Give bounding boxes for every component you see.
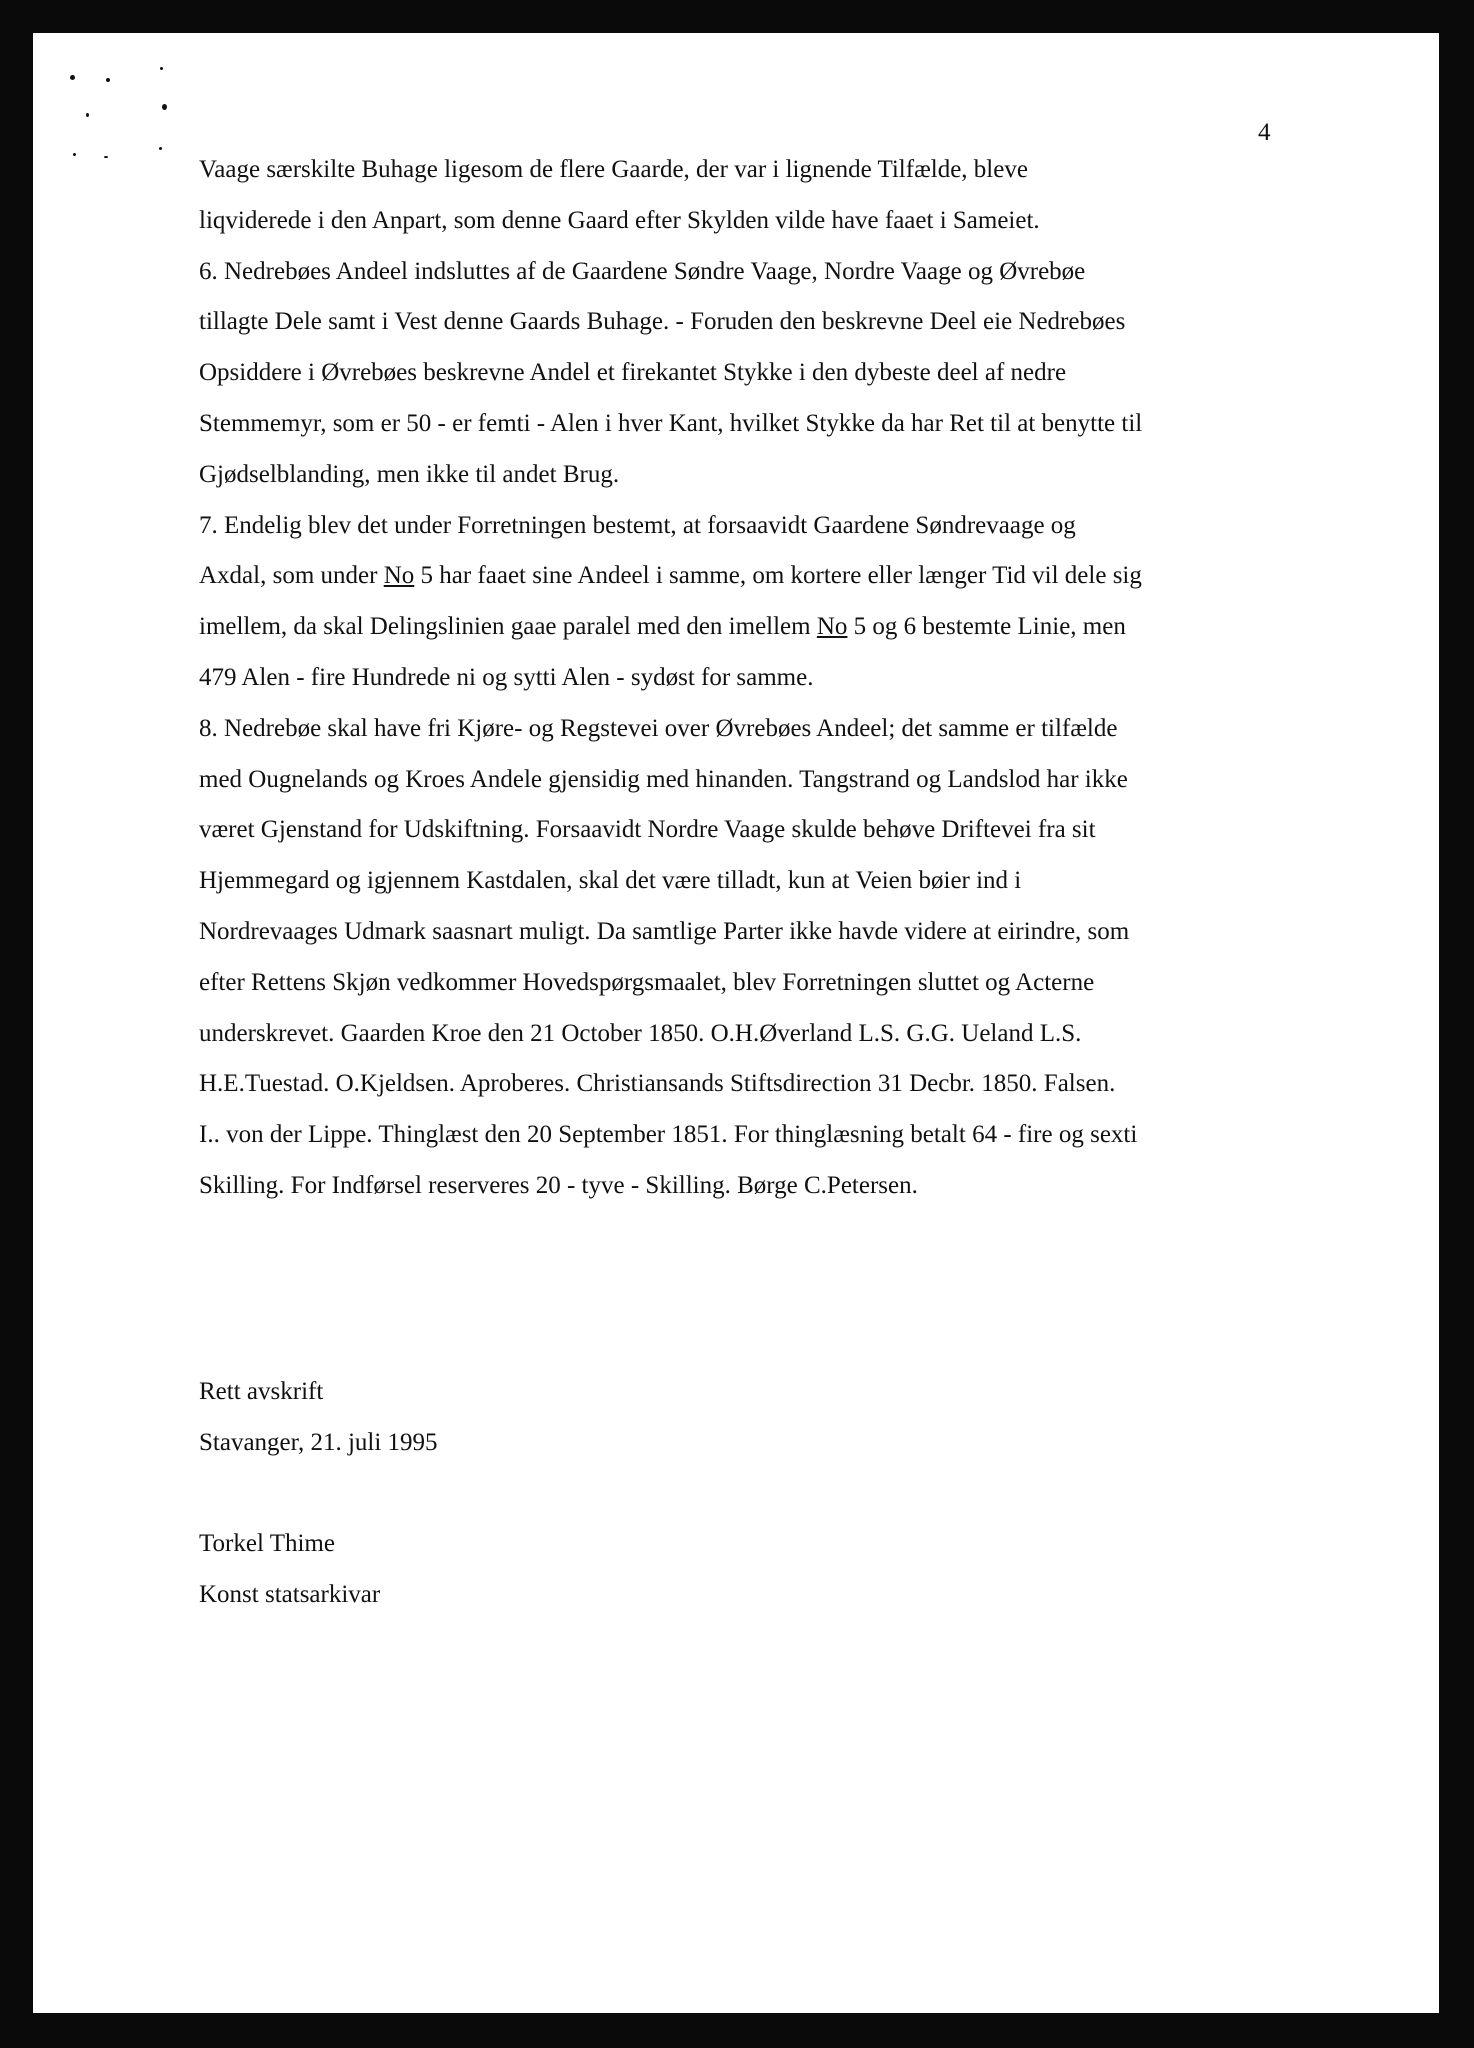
text-line: 6. Nedrebøes Andeel indsluttes af de Gaardene Søndre Vaage, Nordre Vaage og Øvrebøe <box>199 257 1086 285</box>
certification-text: Rett avskrift <box>199 1378 324 1405</box>
scan-speck <box>159 147 162 150</box>
text-segment: 5 har faaet sine Andeel i samme, om kortere eller længer Tid vil dele sig <box>414 562 1142 590</box>
document-body <box>199 145 1319 1212</box>
text-line: tillagte Dele samt i Vest denne Gaards Buhage. - Foruden den beskrevne Deel eie Nedrebøes <box>199 308 1126 336</box>
text-line <box>199 602 1319 653</box>
text-segment: Axdal, som under <box>199 562 384 590</box>
text-line: underskrevet. Gaarden Kroe den 21 October 1850. O.H.Øverland L.S. G.G. Ueland L.S. <box>199 1019 1082 1047</box>
text-line: Vaage særskilte Buhage ligesom de flere Gaarde, der var i lignende Tilfælde, bleve <box>199 156 1028 183</box>
certification-block <box>199 1367 438 1621</box>
text-line: med Ougnelands og Kroes Andele gjensidig med hinanden. Tangstrand og Landslod har ikke <box>199 765 1128 793</box>
text-line: Gjødselblanding, men ikke til andet Brug. <box>199 460 620 488</box>
text-line: efter Rettens Skjøn vedkommer Hovedspørgsmaalet, blev Forretningen sluttet og Acterne <box>199 968 1095 996</box>
page-number: 4 <box>1258 119 1271 146</box>
scan-speck <box>160 67 163 70</box>
text-line: H.E.Tuestad. O.Kjeldsen. Aproberes. Christiansands Stiftsdirection 31 Decbr. 1850. Falsen. <box>199 1070 1116 1098</box>
text-segment: 5 og 6 bestemte Linie, men <box>847 613 1126 641</box>
text-line: Skilling. For Indførsel reserveres 20 - tyve - Skilling. Børge C.Petersen. <box>199 1171 918 1199</box>
signatory-title: Konst statsarkivar <box>199 1581 381 1609</box>
numero-abbreviation: No <box>383 562 415 590</box>
text-line: Opsiddere i Øvrebøes beskrevne Andel et firekantet Stykke i den dybeste deel af nedre <box>199 359 1067 387</box>
text-segment: imellem, da skal Delingslinien gaae paralel med den imellem <box>199 613 817 641</box>
scan-speck <box>106 78 110 82</box>
scan-speck <box>86 113 89 117</box>
text-line: Nordrevaages Udmark saasnart muligt. Da samtlige Parter ikke havde videre at eirindre, som <box>199 917 1130 945</box>
place-date: Stavanger, 21. juli 1995 <box>199 1428 438 1456</box>
text-line: været Gjenstand for Udskiftning. Forsaavidt Nordre Vaage skulde behøve Driftevei fra sit <box>199 816 1096 844</box>
scan-speck <box>73 153 76 156</box>
text-line: 7. Endelig blev det under Forretningen bestemt, at forsaavidt Gaardene Søndrevaage og <box>199 511 1076 539</box>
scan-speck <box>162 104 167 110</box>
text-line: I.. von der Lippe. Thinglæst den 20 September 1851. For thinglæsning betalt 64 - fire og sexti <box>199 1121 1138 1149</box>
text-line: liqviderede i den Anpart, som denne Gaard efter Skylden vilde have faaet i Sameiet. <box>199 206 1040 234</box>
text-line: Hjemmegard og igjennem Kastdalen, skal det være tilladt, kun at Veien bøier ind i <box>199 867 1022 895</box>
text-line: Stemmemyr, som er 50 - er femti - Alen i hver Kant, hvilket Stykke da har Ret til at benytte til <box>199 409 1143 437</box>
scan-speck <box>104 156 108 158</box>
signatory-name: Torkel Thime <box>199 1530 335 1558</box>
text-line <box>199 551 1319 602</box>
text-line: 479 Alen - fire Hundrede ni og sytti Alen - sydøst for samme. <box>199 663 814 691</box>
scan-speck <box>70 75 75 80</box>
text-line: 8. Nedrebøe skal have fri Kjøre- og Regstevei over Øvrebøes Andeel; det samme er tilfælde <box>199 714 1118 742</box>
numero-abbreviation: No <box>816 613 848 641</box>
